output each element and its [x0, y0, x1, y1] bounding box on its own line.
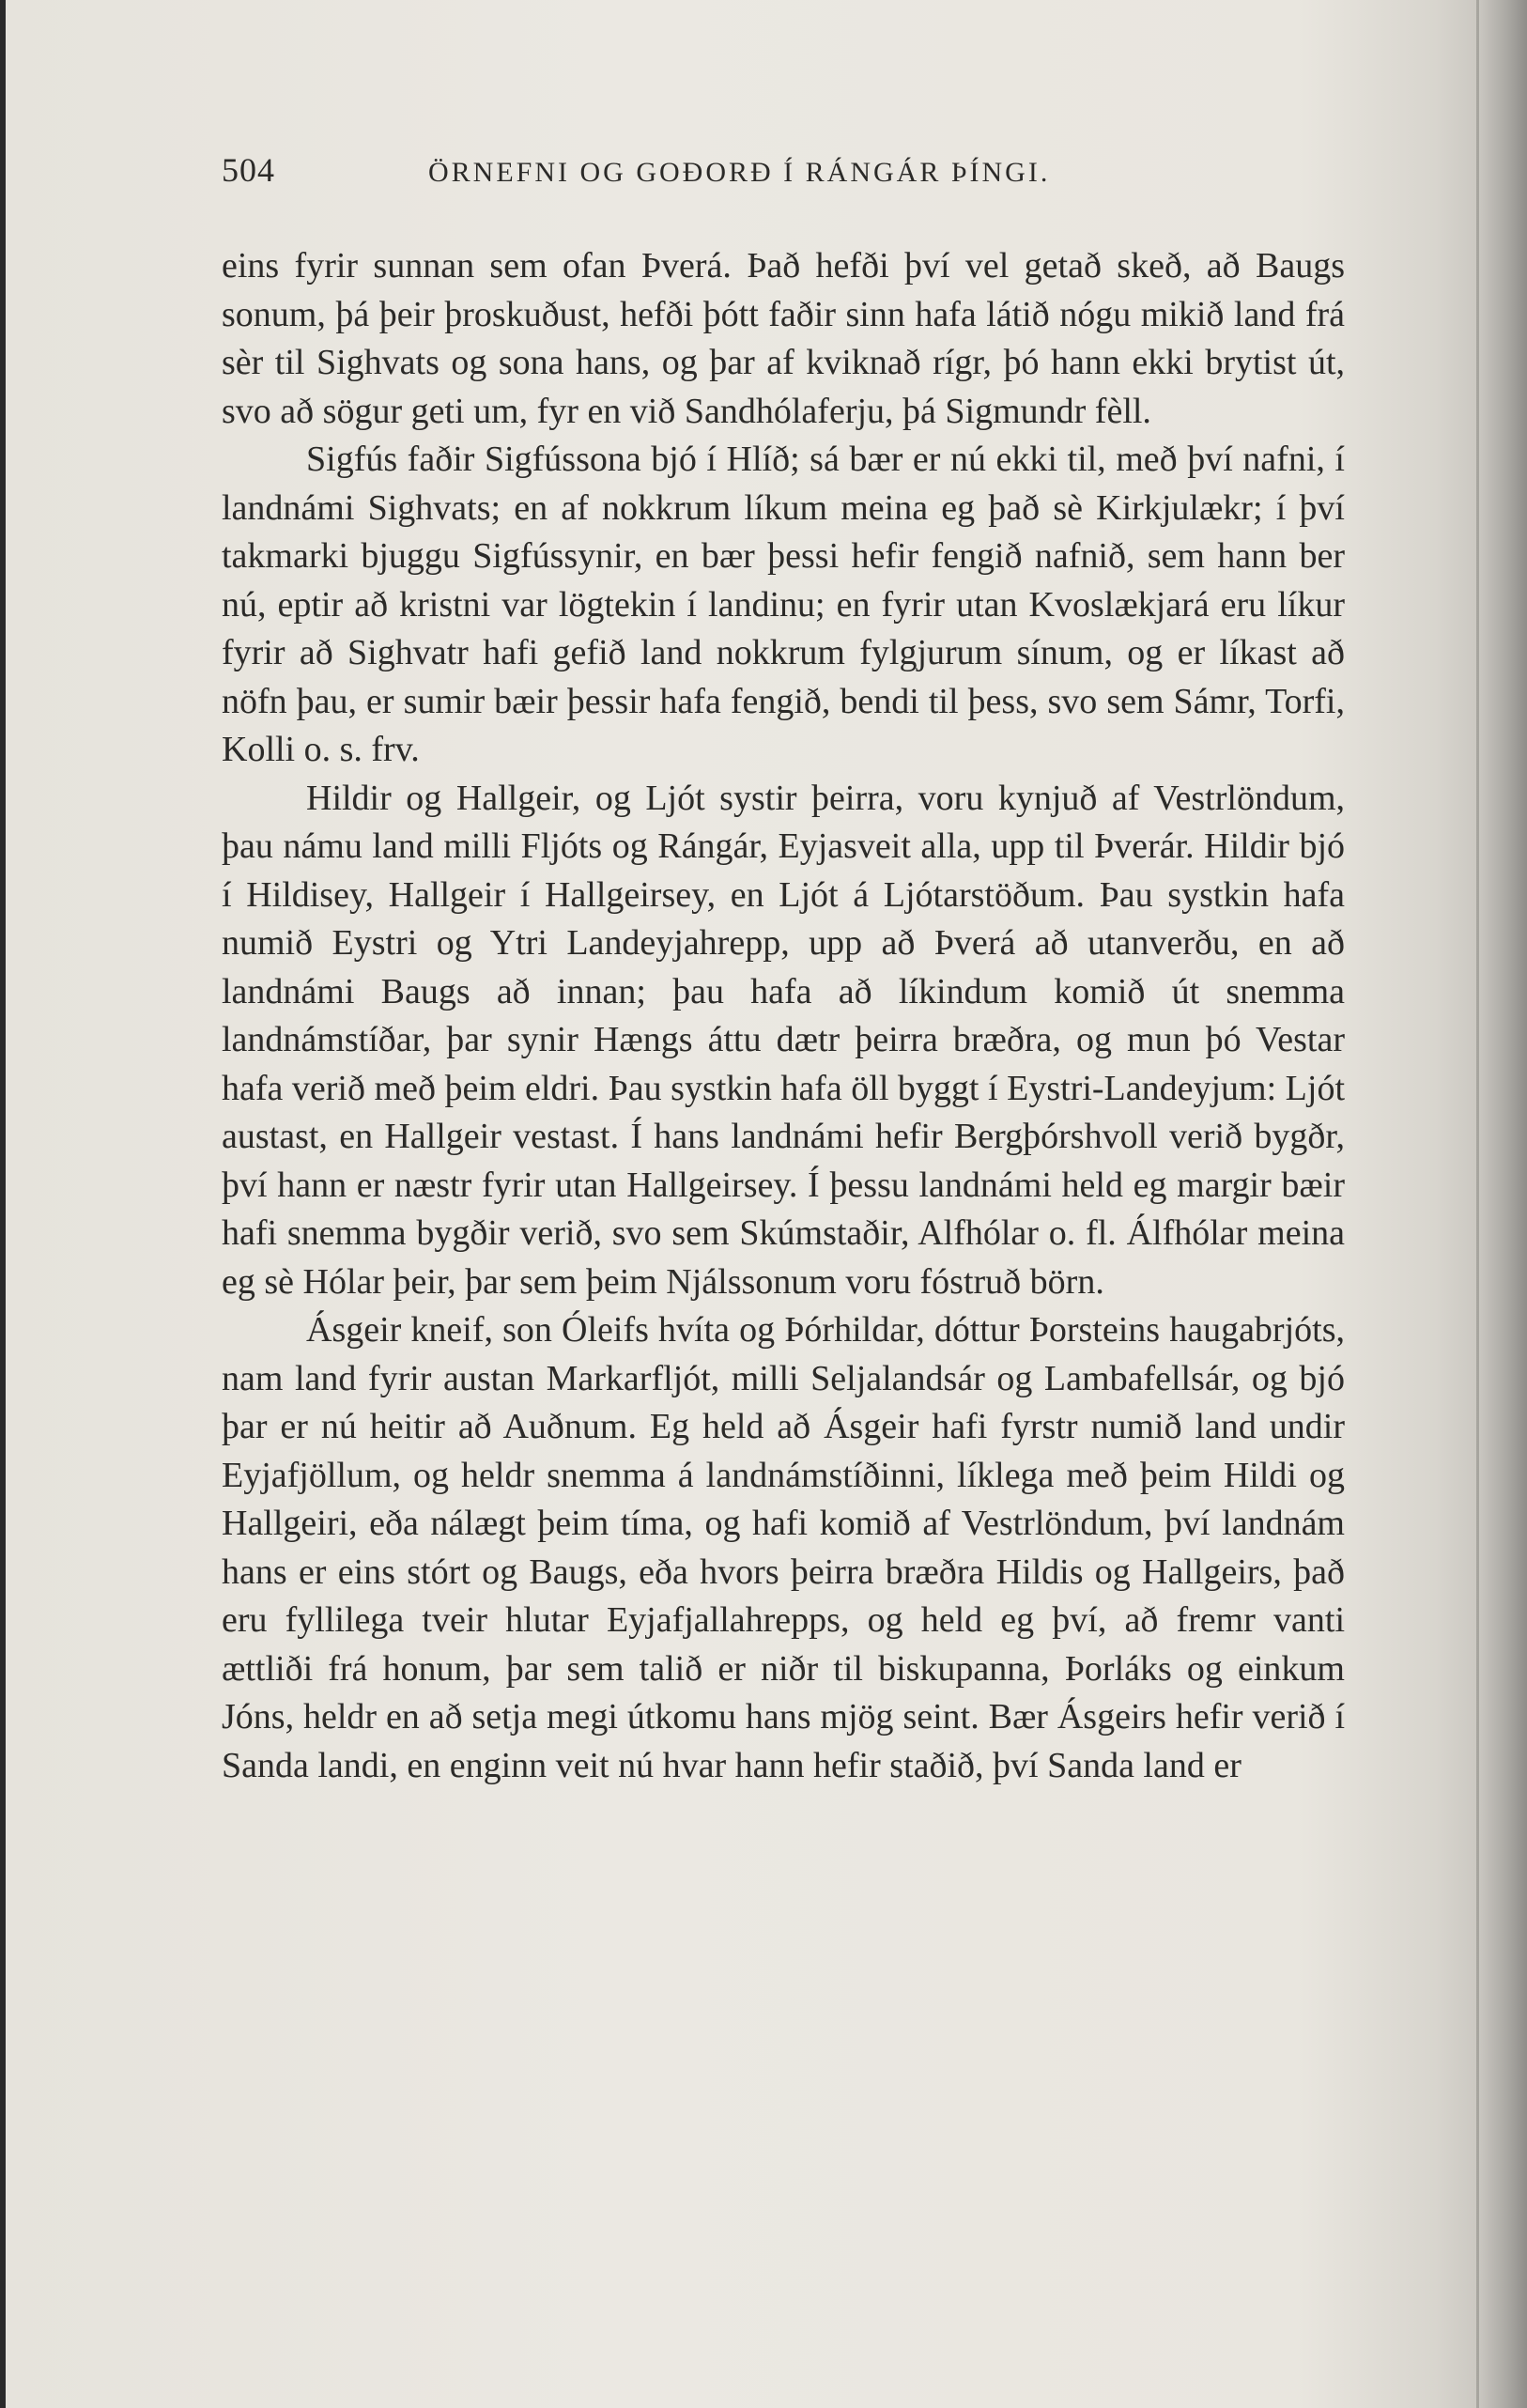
- book-edge-left: [0, 0, 6, 2408]
- book-edge-right: [1480, 0, 1527, 2408]
- body-text: [222, 242, 1345, 1790]
- running-title: ÖRNEFNI OG GOÐORÐ Í RÁNGÁR ÞÍNGI.: [428, 157, 1051, 188]
- running-head: [222, 150, 1345, 210]
- page-number: 504: [222, 151, 275, 189]
- paragraph-asgeir: Ásgeir kneif, son Óleifs hvíta og Þórhildar, dóttur Þorsteins haugabrjóts, nam land fyrir austan Markarfljót, milli Seljalandsár og Lambafellsár, og bjó þar er nú heitir að Auðnum. Eg held að Ásgeir hafi fyrstr numið land undir Eyjafjöllum, og heldr snemma á landnámstíðinni, líklega með þeim Hildi og Hallgeiri, eða nálægt þeim tíma, og hafi komið af Vestrlöndum, því landnám hans er eins stórt og Baugs, eða hvors þeirra bræðra Hildis og Hallgeirs, það eru fyllilega tveir hlutar Eyjafjallahrepps, og held eg því, að fremr vanti ættliði frá honum, þar sem talið er niðr til biskupanna, Þorláks og einkum Jóns, heldr en að setja megi útkomu hans mjög seint. Bær Ásgeirs hefir verið í Sanda landi, en enginn veit nú hvar hann hefir staðið, því Sanda land er: [222, 1310, 1345, 1785]
- page-content: [222, 150, 1345, 1790]
- paragraph-continuation: eins fyrir sunnan sem ofan Þverá. Það hefði því vel getað skeð, að Baugs sonum, þá þeir þroskuðust, hefði þótt faðir sinn hafa látið nógu mikið land frá sèr til Sighvats og sona hans, og þar af kviknað rígr, þó hann ekki brytist út, svo að sögur geti um, fyr en við Sandhólaferju, þá Sigmundr fèll.: [222, 246, 1345, 431]
- paragraph-hildir: Hildir og Hallgeir, og Ljót systir þeirra, voru kynjuð af Vestrlöndum, þau námu land milli Fljóts og Rángár, Eyjasveit alla, upp til Þverár. Hildir bjó í Hildisey, Hallgeir í Hallgeirsey, en Ljót á Ljótarstöðum. Þau systkin hafa numið Eystri og Ytri Landeyjahrepp, upp að Þverá að utanverðu, en að landnámi Baugs að innan; þau hafa að líkindum komið út snemma landnámstíðar, þar synir Hængs áttu dætr þeirra bræðra, og mun þó Vestar hafa verið með þeim eldri. Þau systkin hafa öll byggt í Eystri-Landeyjum: Ljót austast, en Hallgeir vestast. Í hans landnámi hefir Bergþórshvoll verið bygðr, því hann er næstr fyrir utan Hallgeirsey. Í þessu landnámi held eg margir bæir hafi snemma bygðir verið, svo sem Skúmstaðir, Alfhólar o. fl. Álfhólar meina eg sè Hólar þeir, þar sem þeim Njálssonum voru fóstruð börn.: [222, 778, 1345, 1302]
- page-fold-line: [1476, 0, 1479, 2408]
- paragraph-sigfus: Sigfús faðir Sigfússona bjó í Hlíð; sá bær er nú ekki til, með því nafni, í landnámi Sighvats; en af nokkrum líkum meina eg það sè Kirkjulækr; í því takmarki bjuggu Sigfússynir, en bær þessi hefir fengið nafnið, sem hann ber nú, eptir að kristni var lögtekin í landinu; en fyrir utan Kvoslækjará eru líkur fyrir að Sighvatr hafi gefið land nokkrum fylgjurum sínum, og er líkast að nöfn þau, er sumir bæir þessir hafa fengið, bendi til þess, svo sem Sámr, Torfi, Kolli o. s. frv.: [222, 440, 1345, 769]
